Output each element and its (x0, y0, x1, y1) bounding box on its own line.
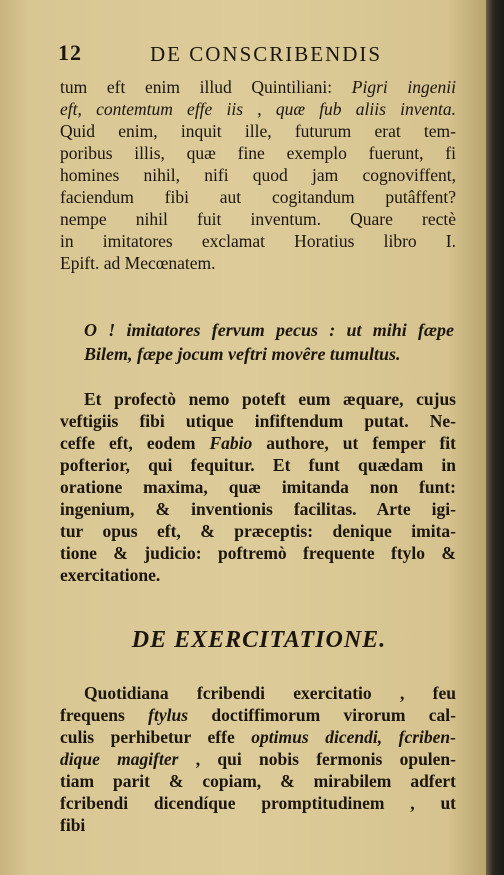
paragraph-1 (60, 76, 456, 274)
text-run: , (243, 99, 276, 119)
text-line (60, 814, 456, 836)
text-run: tiam parit & copiam, & mirabilem adfert (60, 771, 456, 791)
text-line (60, 410, 456, 432)
text-line (60, 792, 456, 814)
text-line (60, 186, 456, 208)
text-run: pofterior, qui fequitur. Et funt quædam in (60, 455, 456, 475)
italic-run: ftylus (148, 705, 189, 725)
text-line (60, 476, 456, 498)
text-line (60, 230, 456, 252)
text-run: fcribendi dicendíque promptitudinem , ut (60, 793, 456, 813)
text-line (60, 388, 456, 410)
text-run: tum eft enim illud Quintiliani: (60, 77, 352, 97)
text-line (60, 164, 456, 186)
text-run: ceffe eft, eodem (60, 433, 210, 453)
verse-line: O ! imitatores fervum pecus : ut mihi fæpe (84, 320, 454, 340)
italic-run: optimus dicendi, fcriben- (251, 727, 456, 747)
text-line (60, 520, 456, 542)
text-line (60, 454, 456, 476)
text-line (60, 98, 456, 120)
text-run: tur opus eft, & præceptis: denique imita- (60, 521, 456, 541)
text-run: frequens (60, 705, 149, 725)
text-line (60, 252, 456, 274)
text-line (60, 542, 456, 564)
running-title: DE CONSCRIBENDIS (150, 42, 383, 66)
text-line (60, 564, 456, 586)
text-run: ingenium, & inventionis facilitas. Arte igi- (60, 499, 456, 519)
text-run: exercitatione. (60, 565, 161, 585)
text-run: authore, ut femper fit (252, 433, 456, 453)
text-run: nempe nihil fuit inventum. Quare rectè (60, 209, 456, 229)
text-line (60, 76, 456, 98)
book-spine-edge (486, 0, 504, 875)
text-line (60, 142, 456, 164)
text-run: tione & judicio: poftremò frequente ftylo & (60, 543, 456, 563)
page-header (58, 40, 458, 70)
text-run: poribus illis, quæ fine exemplo fuerunt, fi (60, 143, 456, 163)
text-run: Et profectò nemo poteft eum æquare, cujus (84, 389, 456, 409)
text-run: oratione maxima, quæ imitanda non funt: (60, 477, 456, 497)
text-run: faciendum fibi aut cogitandum putâffent? (60, 187, 456, 207)
italic-run: Fabio (209, 433, 253, 453)
text-line (60, 748, 456, 770)
text-run: Epift. ad Mecœnatem. (60, 253, 216, 273)
italic-run: Pigri ingenii (351, 77, 456, 97)
text-line (60, 682, 456, 704)
italic-run: quæ fub aliis inventa. (275, 99, 456, 119)
text-run: , qui nobis fermonis opulen- (178, 749, 456, 769)
text-line (60, 726, 456, 748)
page-number: 12 (58, 40, 82, 65)
text-line (60, 498, 456, 520)
text-run: doctiffimorum virorum cal- (188, 705, 456, 725)
text-line (60, 208, 456, 230)
verse-line: Bilem, fæpe jocum veftri movêre tumultus. (84, 344, 401, 364)
verse-quotation (84, 318, 454, 366)
text-run: culis perhibetur effe (60, 727, 252, 747)
italic-run: dique magifter (60, 749, 179, 769)
text-run: Quid enim, inquit ille, futurum erat tem- (60, 121, 456, 141)
text-line (60, 120, 456, 142)
text-run: veftigiis fibi utique infiftendum putat. Ne- (60, 411, 456, 431)
section-heading: DE EXERCITATIONE. (131, 627, 387, 653)
text-line (60, 704, 456, 726)
text-run: in imitatores exclamat Horatius libro I. (60, 231, 456, 251)
text-run: Quotidiana fcribendi exercitatio , feu (84, 683, 456, 703)
text-line (60, 432, 456, 454)
text-run: fibi (60, 815, 86, 835)
text-run: homines nihil, nifi quod jam cognoviffent, (60, 165, 456, 185)
paragraph-3 (60, 682, 456, 836)
italic-run: eft, contemtum effe iis (60, 99, 244, 119)
text-line (60, 770, 456, 792)
paragraph-2 (60, 388, 456, 586)
